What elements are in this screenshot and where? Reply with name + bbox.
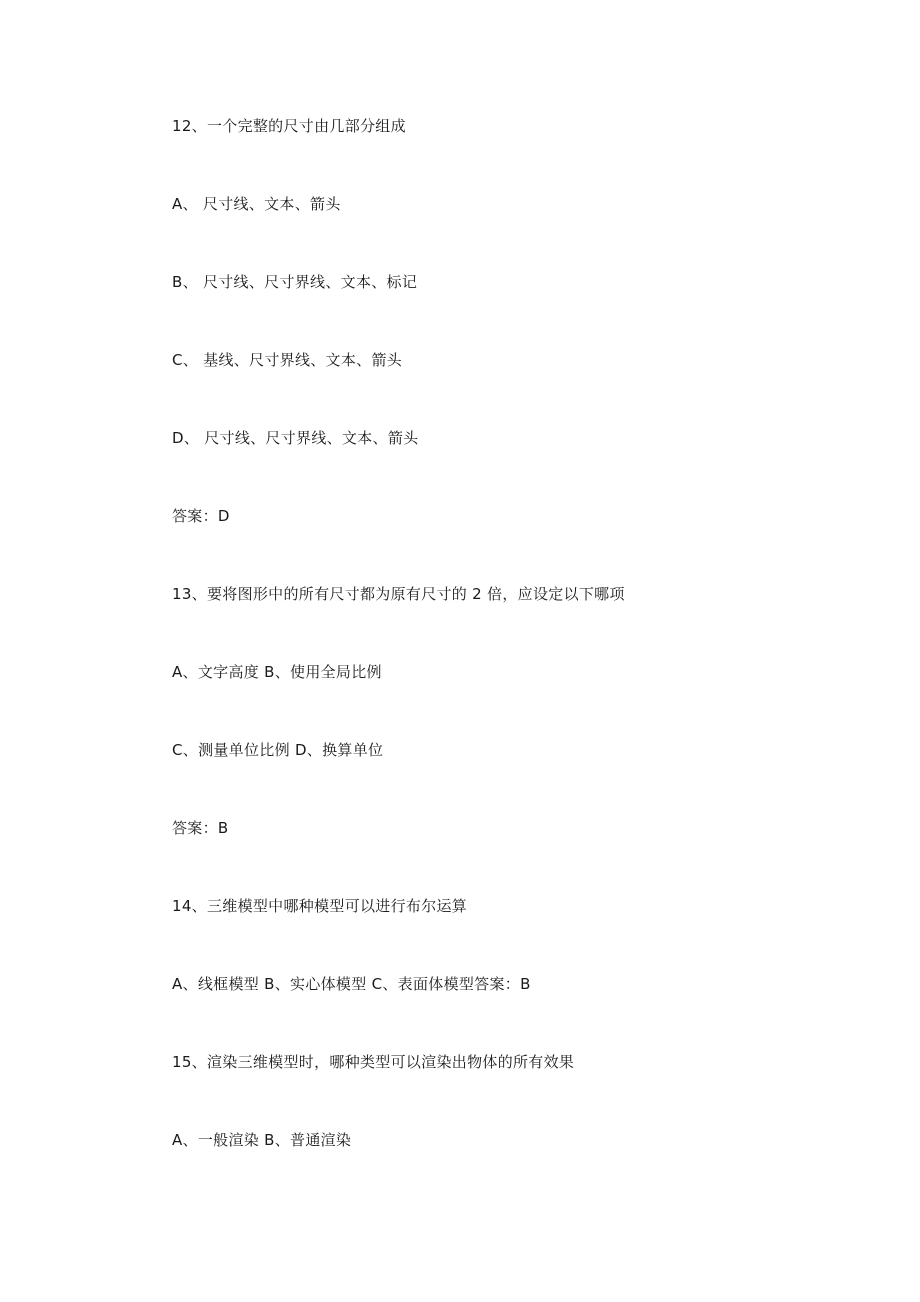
- question-13-text: 13、要将图形中的所有尺寸都为原有尺寸的 2 倍，应设定以下哪项: [172, 585, 625, 603]
- question-12-option-d: D、 尺寸线、尺寸界线、文本、箭头: [172, 429, 419, 447]
- question-13-options-cd: C、测量单位比例 D、换算单位: [172, 741, 384, 759]
- question-12-option-b: B、 尺寸线、尺寸界线、文本、标记: [172, 273, 418, 291]
- question-14-text: 14、三维模型中哪种模型可以进行布尔运算: [172, 897, 468, 915]
- question-12-option-a: A、 尺寸线、文本、箭头: [172, 195, 341, 213]
- question-15-options: A、一般渲染 B、普通渲染: [172, 1131, 352, 1149]
- question-12-text: 12、一个完整的尺寸由几部分组成: [172, 117, 406, 135]
- question-14-options-answer: A、线框模型 B、实心体模型 C、表面体模型答案：B: [172, 975, 531, 993]
- question-13-answer: 答案：B: [172, 819, 229, 837]
- question-12-option-c: C、 基线、尺寸界线、文本、箭头: [172, 351, 403, 369]
- question-15-text: 15、渲染三维模型时，哪种类型可以渲染出物体的所有效果: [172, 1053, 575, 1071]
- question-13-options-ab: A、文字高度 B、使用全局比例: [172, 663, 382, 681]
- question-12-answer: 答案：D: [172, 507, 230, 525]
